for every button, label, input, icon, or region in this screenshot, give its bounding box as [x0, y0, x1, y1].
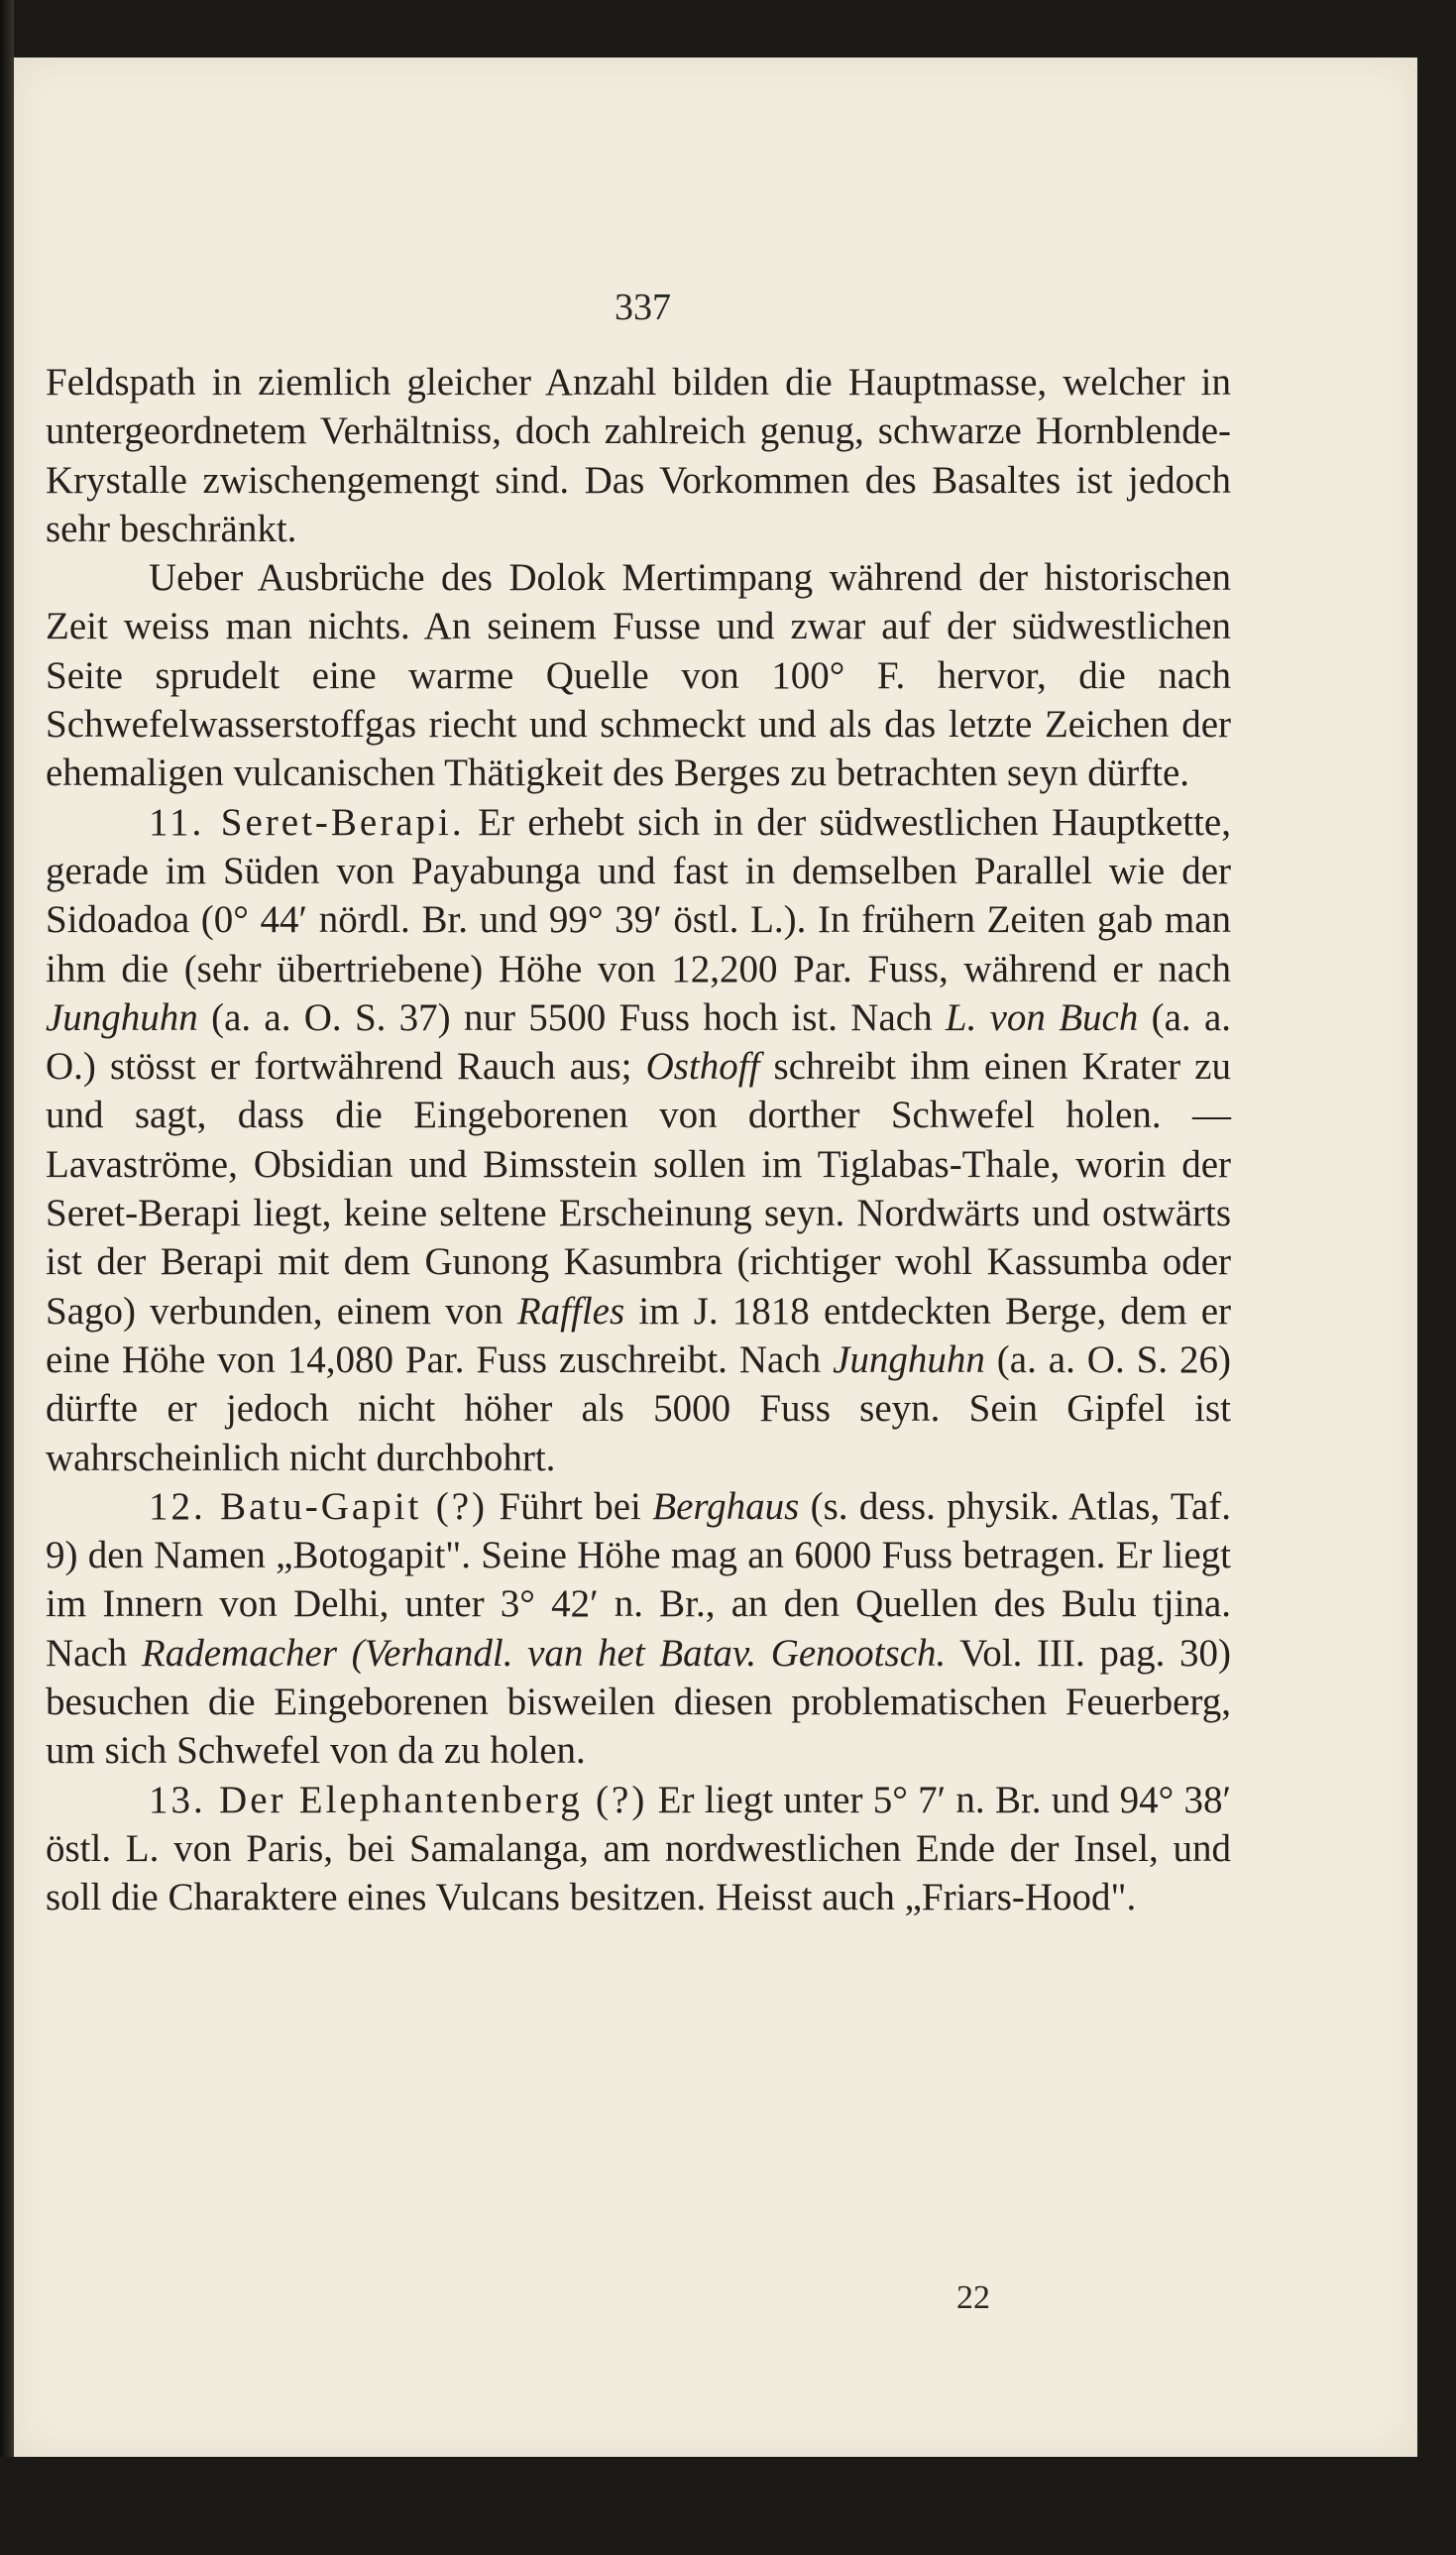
text-run: Er erhebt sich in der südwestlichen Hauptkette, gerade im Süden von Payabunga und fast in demselben Parallel wie der Sidoadoa (0° 44′ nördl. Br. und 99° 39′ östl. L.). In frühern Zeiten gab man ihm die (sehr übertriebene) Höhe von 12,200 Par. Fuss, während er nach: [46, 800, 1231, 990]
section-heading-13: 13. Der Elephantenberg (?): [149, 1778, 648, 1821]
scan-border-bottom: [0, 2457, 1456, 2555]
paragraph-batu-gapit: [46, 1482, 1231, 1776]
author-reference: Osthoff: [645, 1045, 760, 1089]
text-run: (s. dess. physik. Atlas, Taf. 9) den Namen „Botogapit". Seine Höhe mag an 6000 Fuss betragen. Er liegt im Innern von Delhi, unter 3° 42′ n. Br., an den Quellen des Bulu tjina. Nach: [46, 1484, 1231, 1675]
section-heading-11: 11. Seret-Berapi.: [149, 800, 465, 844]
section-heading-12: 12. Batu-Gapit (?): [149, 1484, 489, 1528]
author-reference: L. von Buch: [945, 995, 1139, 1039]
text-run: (a. a. O.) stösst er fortwährend Rauch aus;: [46, 995, 1231, 1089]
author-reference: Raffles: [516, 1289, 625, 1333]
author-reference: Rademacher (Verhandl. van het Batav. Genootsch.: [141, 1631, 947, 1675]
text-run: (a. a. O. S. 37) nur 5500 Fuss hoch ist. Nach: [197, 995, 946, 1039]
text-run: im J. 1818 entdeckten Berge, dem er eine Höhe von 14,080 Par. Fuss zuschreibt. Nach: [46, 1289, 1232, 1381]
text-run: Vol. III. pag. 30) besuchen die Eingeborenen bisweilen diesen problematischen Feuerberg, um sich Schwefel von da zu holen.: [46, 1631, 1231, 1773]
scan-border-left: [0, 0, 14, 2555]
author-reference: Junghuhn: [46, 995, 198, 1039]
page-number: 337: [615, 287, 671, 328]
paragraph-elephantenberg: [46, 1776, 1231, 1922]
author-reference: Berghaus: [652, 1484, 800, 1528]
paragraph-seret-berapi: [46, 798, 1231, 1482]
book-page: [14, 58, 1417, 2457]
text-run: schreibt ihm einen Krater zu und sagt, dass die Eingeborenen von dorther Schwefel holen. — Lavaströme, Obsidian und Bimsstein sollen im Tiglabas-Thale, worin der Seret-Berapi liegt, keine seltene Erscheinung seyn. Nordwärts und ostwärts ist der Berapi mit dem Gunong Kasumbra (richtiger wohl Kassumba oder Sago) verbunden, einem von: [46, 1045, 1231, 1333]
text-run: Führt bei: [488, 1484, 653, 1528]
signature-mark: 22: [956, 2279, 990, 2316]
text-run: Er liegt unter 5° 7′ n. Br. und 94° 38′ östl. L. von Paris, bei Samalanga, am nordwestlichen Ende der Insel, und soll die Charaktere eines Vulcans besitzen. Heisst auch „Friars-Hood".: [46, 1778, 1231, 1919]
page-body-text: [46, 358, 1231, 1922]
author-reference: Junghuhn: [833, 1337, 985, 1381]
paragraph-dolok-mertimpang: Ueber Ausbrüche des Dolok Mertimpang während der historischen Zeit weiss man nichts. An seinem Fusse und zwar auf der südwestlichen Seite sprudelt eine warme Quelle von 100° F. hervor, die nach Schwefelwasserstoffgas riecht und schmeckt und als das letzte Zeichen der ehemaligen vulcanischen Thätigkeit des Berges zu betrachten seyn dürfte.: [46, 556, 1231, 795]
paragraph-basalt: Feldspath in ziemlich gleicher Anzahl bilden die Hauptmasse, welcher in untergeordnetem Verhältniss, doch zahlreich genug, schwarze Hornblende-Krystalle zwischengemengt sind. Das Vorkommen des Basaltes ist jedoch sehr beschränkt.: [46, 361, 1231, 550]
text-run: (a. a. O. S. 26) dürfte er jedoch nicht höher als 5000 Fuss seyn. Sein Gipfel ist wahrscheinlich nicht durchbohrt.: [46, 1337, 1231, 1479]
